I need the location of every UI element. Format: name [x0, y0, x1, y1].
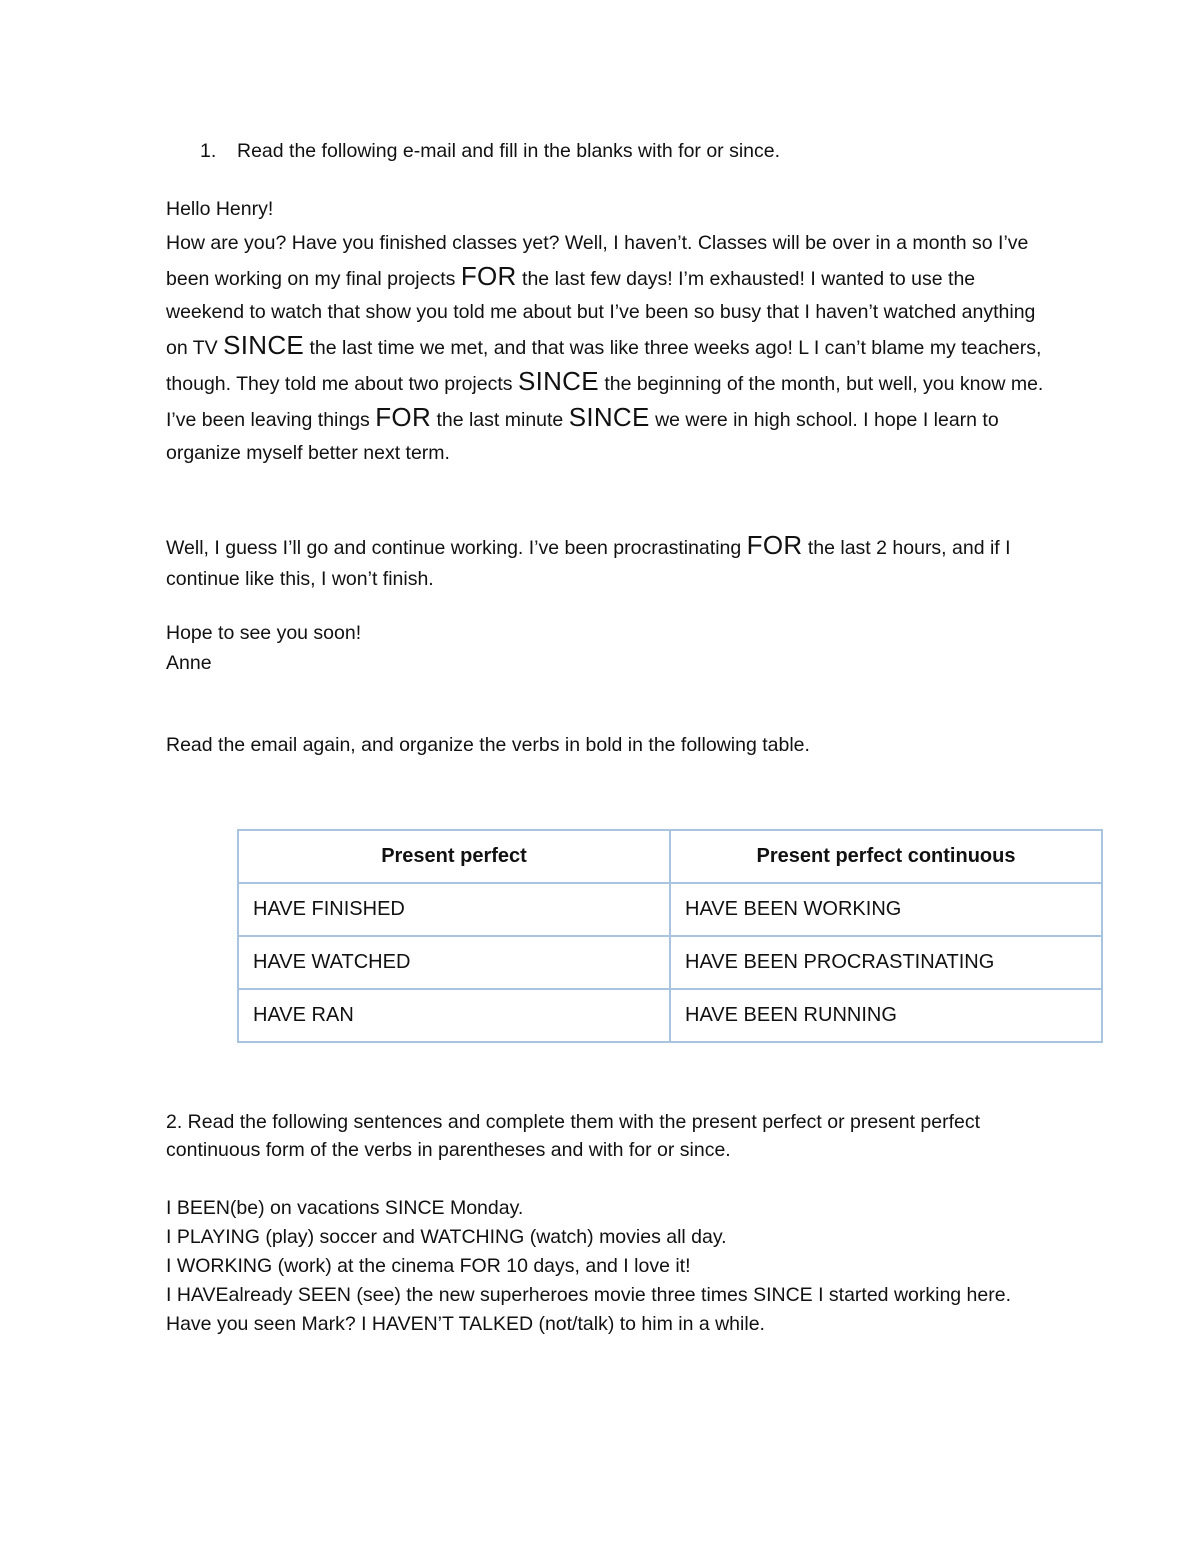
table-cell: HAVE WATCHED: [238, 936, 670, 989]
email-text: Well, I guess I’ll go and continue working. I’ve been procrastinating: [166, 537, 747, 559]
question-1-number: 1.: [200, 140, 217, 162]
blank-answer-3: SINCE: [517, 366, 599, 396]
table-header-row: [238, 830, 1102, 883]
list-item: I WORKING (work) at the cinema FOR 10 days, and I love it!: [166, 1255, 691, 1277]
blank-answer-6: FOR: [746, 530, 803, 560]
table-cell: HAVE BEEN PROCRASTINATING: [670, 936, 1102, 989]
email-signature: Anne: [166, 652, 212, 674]
email-text: the last few days! I’m exhausted! I wanted to use the weekend to watch that show you told me about but I’ve been so busy that I haven’t watched anything on TV: [166, 268, 1036, 359]
list-item: Have you seen Mark? I HAVEN’T TALKED (not/talk) to him in a while.: [166, 1313, 765, 1335]
table-row: [238, 883, 1102, 936]
email-text: the beginning of the month, but well, you know me. I’ve been leaving things: [166, 373, 1044, 431]
question-1-text: Read the following e-mail and fill in the blanks with for or since.: [237, 140, 781, 162]
table-cell: HAVE BEEN WORKING: [670, 883, 1102, 936]
email-text: the last minute: [431, 409, 569, 431]
email-closing-line: Hope to see you soon!: [166, 622, 362, 644]
table-row: [238, 936, 1102, 989]
table-instruction: Read the email again, and organize the verbs in bold in the following table.: [166, 734, 810, 756]
email-text: the last time we met, and that was like three weeks ago! L I can’t blame my teachers, though. They told me about two projects: [166, 337, 1042, 395]
table-header-present-perfect: Present perfect: [238, 830, 670, 883]
table-cell: HAVE FINISHED: [238, 883, 670, 936]
blank-answer-5: SINCE: [568, 402, 650, 432]
verbs-table: [237, 829, 1103, 1043]
blank-answer-2: SINCE: [223, 330, 305, 360]
email-paragraph-2: [166, 530, 1046, 595]
question-2-heading: 2. Read the following sentences and complete them with the present perfect or present perfect continuous form of the verbs in parentheses and with for or since.: [166, 1111, 981, 1161]
list-item: I BEEN(be) on vacations SINCE Monday.: [166, 1197, 524, 1219]
blank-answer-1: FOR: [460, 261, 517, 291]
table-cell: HAVE RAN: [238, 989, 670, 1042]
email-greeting: Hello Henry!: [166, 198, 274, 220]
list-item: I HAVEalready SEEN (see) the new superheroes movie three times SINCE I started working here.: [166, 1284, 1012, 1306]
list-item: I PLAYING (play) soccer and WATCHING (watch) movies all day.: [166, 1226, 727, 1248]
email-text: we were in high school. I hope I learn to organize myself better next term.: [166, 409, 999, 464]
question-1-heading: [200, 140, 1100, 163]
email-paragraph-1: [166, 227, 1046, 470]
email-text: the last 2 hours, and if I continue like this, I won’t finish.: [166, 537, 1011, 590]
sentence-list: [166, 1194, 1046, 1339]
table-header-present-perfect-continuous: Present perfect continuous: [670, 830, 1102, 883]
table-cell: HAVE BEEN RUNNING: [670, 989, 1102, 1042]
blank-answer-4: FOR: [375, 402, 432, 432]
email-text: How are you? Have you finished classes yet? Well, I haven’t. Classes will be over in a month so I’ve been working on my final projects: [166, 232, 1029, 290]
email-closing: [166, 618, 1046, 678]
table-row: [238, 989, 1102, 1042]
